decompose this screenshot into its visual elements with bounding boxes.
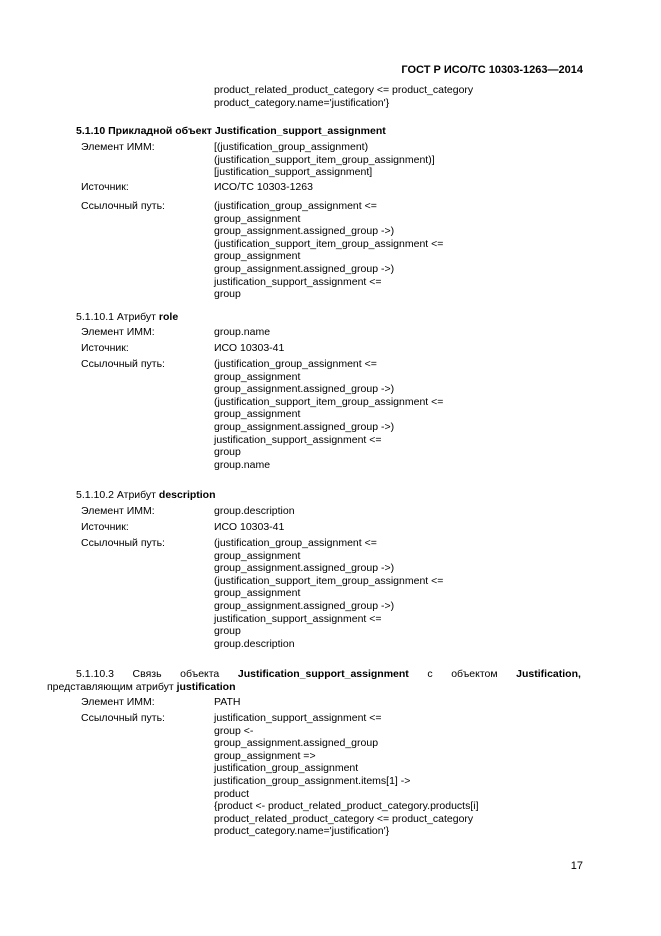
text-line: [(justification_group_assignment) — [214, 141, 369, 153]
text-line: (justification_group_assignment <= — [214, 200, 377, 212]
path-value — [214, 358, 443, 471]
attribute-name: description — [158, 489, 216, 501]
section-5-1-10-3-heading — [76, 668, 581, 680]
text-line: {product <- product_related_product_category.products[i] — [214, 800, 479, 813]
text-line: (justification_support_item_group_assignment <= — [214, 237, 444, 250]
text-line: group_assignment — [214, 212, 301, 225]
source-value: ИСО/ТС 10303-1263 — [214, 181, 313, 193]
text-line: (justification_support_item_group_assignment)] — [214, 153, 435, 166]
text-line: group_assignment.assigned_group ->) — [214, 225, 395, 238]
section-title-name: Justification_support_assignment — [214, 125, 386, 137]
imm-value — [214, 141, 435, 179]
imm-label: Элемент ИММ: — [81, 326, 155, 338]
heading-prefix: 5.1.10.2 Атрибут — [76, 489, 156, 501]
source-value: ИСО 10303-41 — [214, 521, 285, 533]
text-line: (justification_group_assignment <= — [214, 358, 377, 370]
path-label: Ссылочный путь: — [81, 358, 165, 370]
source-label: Источник: — [81, 521, 129, 533]
text-line: product_category.name='justification'} — [214, 825, 390, 838]
heading-word: Связь — [132, 668, 162, 680]
text-line: group.name — [214, 458, 271, 471]
text-line: group_assignment — [214, 370, 301, 383]
path-label: Ссылочный путь: — [81, 537, 165, 549]
text-line: (justification_support_item_group_assignment <= — [214, 395, 444, 408]
source-label: Источник: — [81, 181, 129, 193]
text-line: justification_support_assignment <= — [214, 275, 382, 288]
imm-label: Элемент ИММ: — [81, 141, 155, 153]
section-5-1-10-heading — [76, 125, 386, 137]
text-line: product_related_product_category <= product_category — [214, 84, 474, 96]
heading-prefix: представляющим атрибут — [47, 681, 174, 693]
text-line: justification_support_assignment <= — [214, 612, 382, 625]
path-label: Ссылочный путь: — [81, 712, 165, 724]
page-number: 17 — [570, 860, 583, 872]
imm-value: group.name — [214, 326, 271, 338]
text-line: group_assignment — [214, 250, 301, 263]
text-line: group_assignment.assigned_group — [214, 737, 379, 750]
source-label: Источник: — [81, 342, 129, 354]
section-5-1-10-3-heading-cont — [47, 681, 236, 693]
text-line: group_assignment.assigned_group ->) — [214, 562, 395, 575]
text-line: justification_support_assignment <= — [214, 712, 382, 724]
path-value — [214, 537, 443, 650]
continuation-block — [214, 84, 473, 109]
section-number: 5.1.10 — [76, 125, 106, 137]
text-line: justification_group_assignment — [214, 762, 359, 775]
text-line: product_related_product_category <= product_category — [214, 812, 474, 825]
imm-value: PATH — [214, 696, 241, 708]
imm-label: Элемент ИММ: — [81, 505, 155, 517]
text-line: group — [214, 625, 241, 638]
text-line: group_assignment — [214, 408, 301, 421]
text-line: (justification_group_assignment <= — [214, 537, 377, 549]
attribute-name: role — [158, 311, 179, 323]
text-line: group_assignment — [214, 587, 301, 600]
heading-prefix: 5.1.10.1 Атрибут — [76, 311, 156, 323]
text-line: group.description — [214, 637, 295, 650]
section-5-1-10-2-heading — [76, 489, 216, 501]
text-line: group_assignment.assigned_group ->) — [214, 383, 395, 396]
imm-value: group.description — [214, 505, 295, 517]
heading-word: объекта — [180, 668, 220, 680]
text-line: product — [214, 787, 250, 800]
path-label: Ссылочный путь: — [81, 200, 165, 212]
source-value: ИСО 10303-41 — [214, 342, 285, 354]
section-title-prefix: Прикладной объект — [108, 125, 212, 137]
heading-word: Justification, — [516, 668, 581, 680]
section-5-1-10-1-heading — [76, 311, 178, 323]
imm-label: Элемент ИММ: — [81, 696, 155, 708]
text-line: (justification_support_item_group_assignment <= — [214, 574, 444, 587]
text-line: group_assignment.assigned_group ->) — [214, 599, 395, 612]
heading-word: объектом — [451, 668, 498, 680]
text-line: justification_group_assignment.items[1] -> — [214, 774, 411, 787]
heading-word: Justification_support_assignment — [237, 668, 409, 680]
path-value — [214, 200, 443, 301]
heading-word: 5.1.10.3 — [76, 668, 114, 680]
path-value — [214, 712, 479, 838]
attribute-name: justification — [176, 681, 236, 693]
text-line: product_category.name='justification'} — [214, 96, 390, 109]
text-line: group_assignment.assigned_group ->) — [214, 420, 395, 433]
text-line: group_assignment => — [214, 749, 316, 762]
heading-word: с — [427, 668, 433, 680]
text-line: group_assignment — [214, 549, 301, 562]
text-line: justification_support_assignment <= — [214, 433, 382, 446]
text-line: group — [214, 446, 241, 459]
text-line: [justification_support_assignment] — [214, 166, 373, 179]
document-header: ГОСТ Р ИСО/ТС 10303-1263—2014 — [401, 64, 583, 76]
text-line: group_assignment.assigned_group ->) — [214, 262, 395, 275]
text-line: group — [214, 288, 241, 301]
text-line: group <- — [214, 724, 254, 737]
